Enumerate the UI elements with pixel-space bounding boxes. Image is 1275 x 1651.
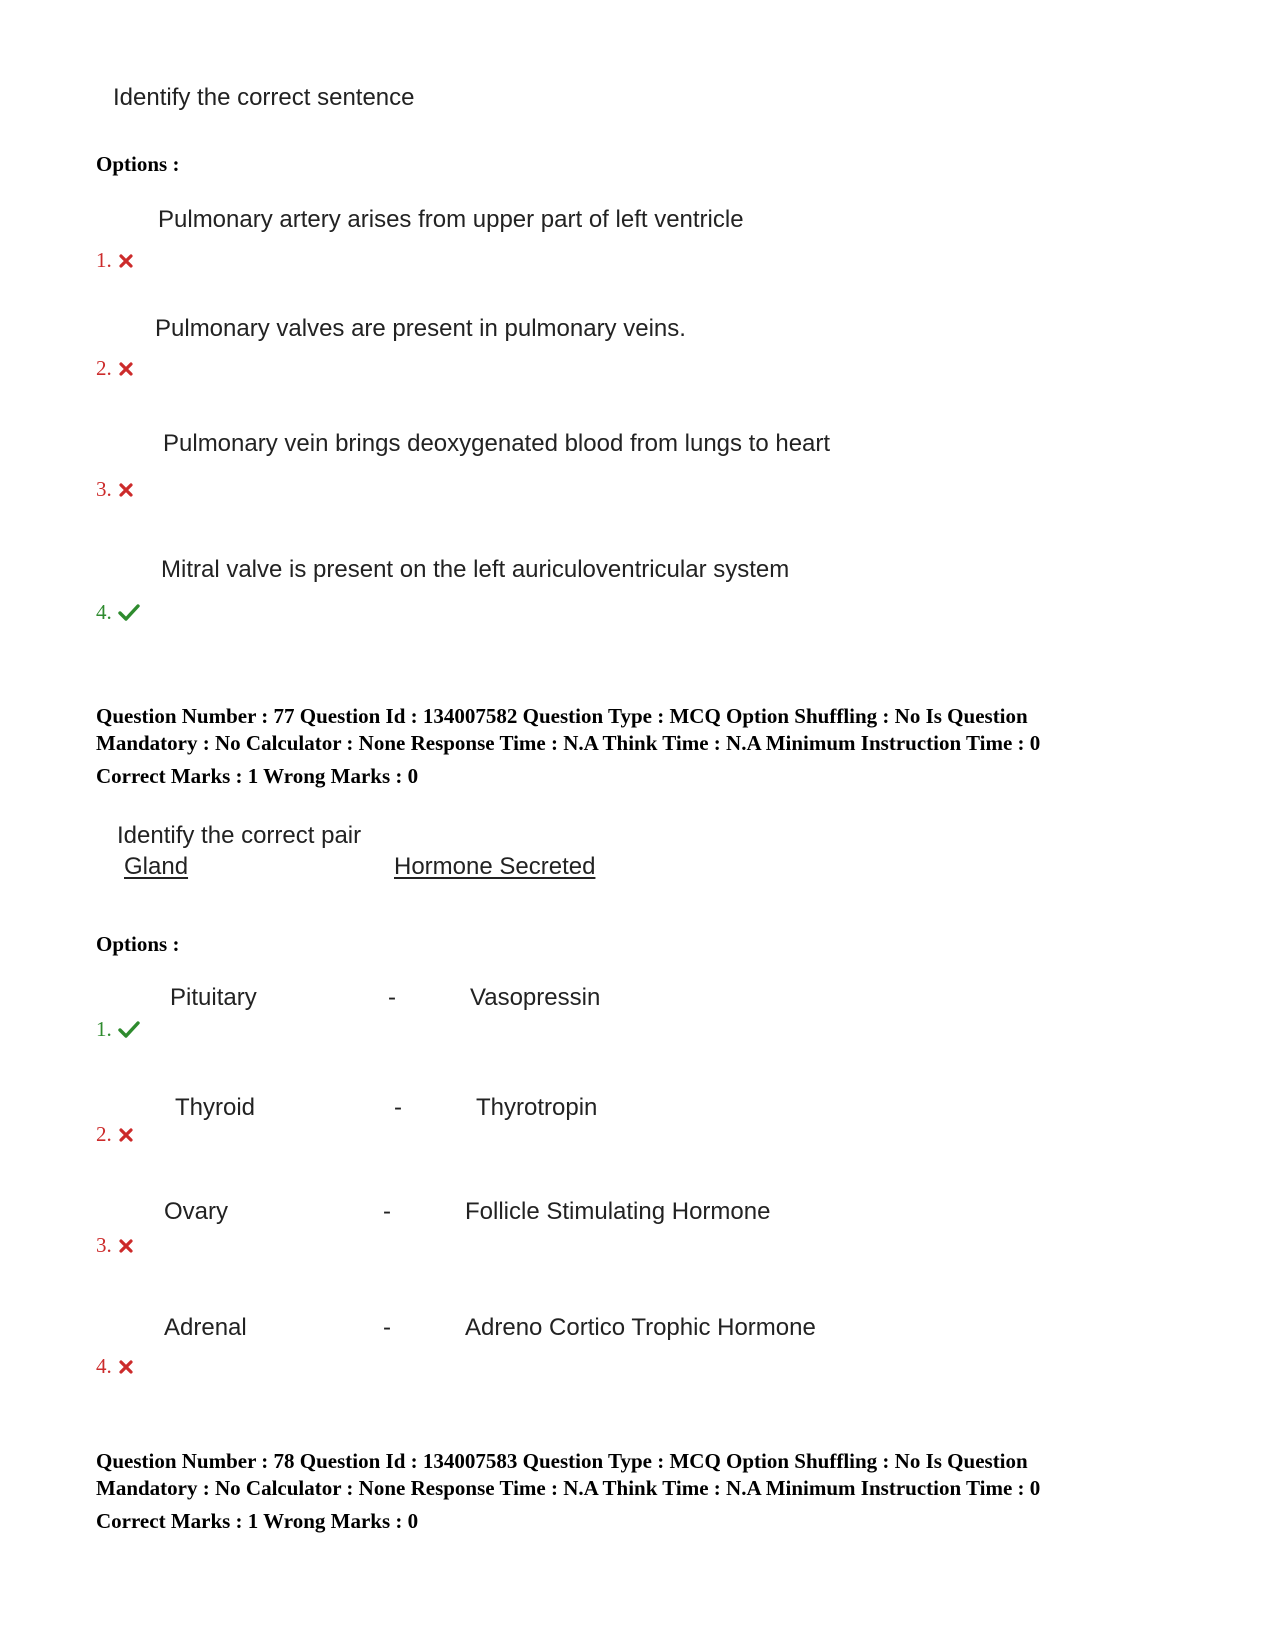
option-dash: - xyxy=(383,1314,391,1341)
option-hormone: Follicle Stimulating Hormone xyxy=(465,1198,771,1225)
option-hormone: Adreno Cortico Trophic Hormone xyxy=(465,1314,816,1341)
cross-icon xyxy=(118,361,134,377)
option-number: 4. xyxy=(96,600,140,625)
cross-icon xyxy=(118,1359,134,1375)
column-header-hormone: Hormone Secreted xyxy=(394,853,596,880)
question-metadata: Question Number : 78 Question Id : 134007583 Question Type : MCQ Option Shuffling : No Is Question Mandatory : No Calculator : None Response Time : N.A Think Time : N.A Minimum Instruction Time : 0 Correct Marks : 1 Wrong Marks : 0 xyxy=(96,1449,1041,1533)
question-prompt: Identify the correct sentence xyxy=(113,84,415,111)
option-text: Pulmonary vein brings deoxygenated blood from lungs to heart xyxy=(163,430,831,457)
check-icon xyxy=(118,604,140,622)
option-number: 2. xyxy=(96,1122,134,1147)
option-hormone: Vasopressin xyxy=(470,984,601,1011)
option-gland: Ovary xyxy=(164,1198,229,1225)
option-text: Pulmonary valves are present in pulmonary veins. xyxy=(155,315,686,342)
option-text: Pulmonary artery arises from upper part of left ventricle xyxy=(158,206,744,233)
options-label: Options : xyxy=(96,932,180,956)
option-number: 2. xyxy=(96,356,134,381)
question-metadata: Question Number : 77 Question Id : 134007582 Question Type : MCQ Option Shuffling : No Is Question Mandatory : No Calculator : None Response Time : N.A Think Time : N.A Minimum Instruction Time : 0 Correct Marks : 1 Wrong Marks : 0 xyxy=(96,704,1041,788)
options-label: Options : xyxy=(96,152,180,176)
option-number: 4. xyxy=(96,1354,134,1379)
option-hormone: Thyrotropin xyxy=(476,1094,598,1121)
column-header-gland: Gland xyxy=(124,853,189,880)
cross-icon xyxy=(118,253,134,269)
option-gland: Thyroid xyxy=(175,1094,256,1121)
option-number: 3. xyxy=(96,477,134,502)
cross-icon xyxy=(118,1127,134,1143)
cross-icon xyxy=(118,482,134,498)
option-gland: Adrenal xyxy=(164,1314,247,1341)
option-gland: Pituitary xyxy=(170,984,257,1011)
option-number: 1. xyxy=(96,1017,140,1042)
option-number: 1. xyxy=(96,248,134,273)
option-dash: - xyxy=(383,1198,391,1225)
option-dash: - xyxy=(388,984,396,1011)
option-number: 3. xyxy=(96,1233,134,1258)
option-dash: - xyxy=(394,1094,402,1121)
question-prompt: Identify the correct pair xyxy=(117,822,362,849)
check-icon xyxy=(118,1021,140,1039)
option-text: Mitral valve is present on the left auriculoventricular system xyxy=(161,556,790,583)
cross-icon xyxy=(118,1238,134,1254)
